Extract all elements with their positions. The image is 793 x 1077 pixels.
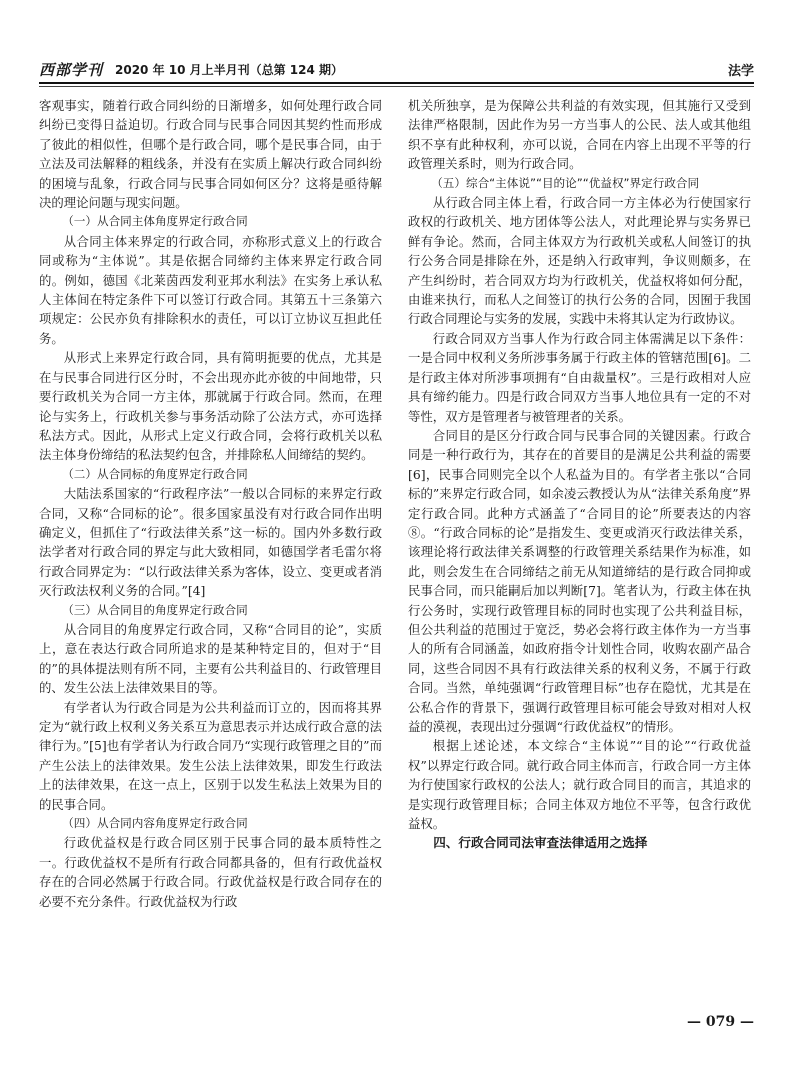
paragraph: 大陆法系国家的“行政程序法”一般以合同标的来界定行政合同，又称“合同标的论”。很多国家虽没有对行政合同作出明确定义，但抓住了“行政法律关系”这一标的。国内外多数行政法学者对行政合同的界定与此大致相同，如德国学者毛雷尔将行政合同界定为：“以行政法律关系为客体，设立、变更或者消灭行政法权利义务的合同。”[4] [39,486,382,599]
paragraph: 行政合同双方当事人作为行政合同主体需满足以下条件：一是合同中权利义务所涉事务属于行政主体的管辖范围[6]。二是行政主体对所涉事项拥有“自由裁量权”。三是行政相对人应具有缔约能力。四是行政合同双方当事人地位具有一定的不对等性，双方是管理者与被管理者的关系。 [408,330,751,424]
journal-issue: 2020 年 10 月上半月刊（总第 124 期） [115,63,344,77]
subsection-heading: （二）从合同标的角度界定行政合同 [62,466,248,481]
paragraph: 客观事实，随着行政合同纠纷的日渐增多，如何处理行政合同纠纷已变得日益迫切。行政合同与民事合同因其契约性而形成了彼此的相似性，但哪个是行政合同，哪个是民事合同，由于立法及司法解释的粗线条，并没有在实质上解决行政合同纠纷的困境与乱象，行政合同与民事合同如何区分？这将是亟待解决的理论问题与现实问题。 [39,98,382,211]
left-column [39,96,382,911]
paragraph: 机关所独享，是为保障公共利益的有效实现，但其施行又受到法律严格限制，因此作为另一方当事人的公民、法人或其他组织不享有此种权利，亦可以说，合同在内容上出现不平等的行政管理关系时，则为行政合同。 [408,98,751,172]
paragraph: 有学者认为行政合同是为公共利益而订立的，因而将其界定为“就行政上权利义务关系互为意思表示并达成行政合意的法律行为。”[5]也有学者认为行政合同乃“实现行政管理之目的”而产生公法上的法律效果。发生公法上法律效果，即发生行政法上的法律效果，在这一点上，区别于以发生私法上效果为目的的民事合同。 [39,699,382,812]
subsection-heading: （四）从合同内容角度界定行政合同 [62,816,248,831]
subsection-heading: （五）综合“主体说”“目的论”“优益权”界定行政合同 [431,175,700,190]
subsection-heading: （三）从合同目的角度界定行政合同 [62,602,248,617]
page-number: — 079 — [687,1014,754,1030]
header-rule [39,82,754,84]
right-column [408,96,751,853]
paragraph: 从形式上来界定行政合同，具有简明扼要的优点，尤其是在与民事合同进行区分时，不会出现亦此亦彼的中间地带，只要行政机关为合同一方主体，那就属于行政合同。然而，在理论与实务上，行政机关参与事务活动除了公法方式，亦可选择私法方式。因此，从形式上定义行政合同，会将行政机关以私法主体身份缔结的私法契约包含，并排除私人间缔结的契约。 [39,350,382,463]
paragraph: 合同目的是区分行政合同与民事合同的关键因素。行政合同是一种行政行为，其存在的首要目的是满足公共利益的需要[6]，民事合同则完全以个人私益为目的。有学者主张以“合同标的”来界定行政合同，如余凌云教授认为从“法律关系角度”界定行政合同。此种方式涵盖了“合同目的论”所要表达的内容⑧。“行政合同标的论”是指发生、变更或消灭行政法律关系，该理论将行政法律关系调整的行政管理关系结果作为标准，如此，则会发生在合同缔结之前无从知道缔结的是行政合同抑或民事合同，而只能嗣后加以判断[7]。笔者认为，行政主体在执行公务时，实现行政管理目标的同时也实现了公共利益目标，但公共利益的范围过于宽泛，势必会将行政主体作为一方当事人的所有合同涵盖，如政府指令计划性合同，收购农副产品合同，这些合同因不具有行政法律关系的权利义务，不属于行政合同。当然，单纯强调“行政管理目标”也存在隐忧，尤其是在公私合作的背景下，强调行政管理目标可能会导致对相对人权益的漠视，表现出过分强调“行政优益权”的情形。 [408,427,751,734]
paragraph: 行政优益权是行政合同区别于民事合同的最本质特性之一。行政优益权不是所有行政合同都具备的，但有行政优益权存在的合同必然属于行政合同。行政优益权是行政合同存在的必要不充分条件。行政优益权为行政 [39,835,382,909]
journal-logo: 西部学刊 [39,61,104,79]
paragraph: 从合同主体来界定的行政合同，亦称形式意义上的行政合同或称为“主体说”。其是依据合同缔约主体来界定行政合同的。例如，德国《北莱茵西发利亚邦水利法》在实务上承认私人主体间在特定条件下可以签订行政合同。其第五十三条第六项规定：公民亦负有排除积水的责任，可以订立协议互担此任务。 [39,233,382,346]
header-rule-thin [39,86,754,87]
section-heading: 四、行政合同司法审查法律适用之选择 [433,835,648,851]
paragraph: 从行政合同主体上看，行政合同一方主体必为行使国家行政权的行政机关、地方团体等公法人，对此理论界与实务界已鲜有争论。然而，合同主体双方为行政机关或私人间签订的执行公务合同是排除在外，还是纳入行政审判，争议则颇多，在产生纠纷时，若合同双方均为行政机关，优益权将如何分配，由谁来执行，而私人之间签订的执行公务的合同，因囿于我国行政合同理论与实务的发展，实践中未将其认定为行政协议。 [408,195,751,327]
section-label: 法学 [727,64,754,79]
paragraph: 根据上述论述，本文综合“主体说”“目的论”“行政优益权”以界定行政合同。就行政合同主体而言，行政合同一方主体为行使国家行政权的公法人；就行政合同目的而言，其追求的是实现行政管理目标；合同主体双方地位不平等，包含行政优益权。 [408,738,751,832]
subsection-heading: （一）从合同主体角度界定行政合同 [62,214,248,229]
paragraph: 从合同目的角度界定行政合同，又称“合同目的论”，实质上，意在表达行政合同所追求的是某种特定目的，但对于“目的”的具体提法则有所不同，主要有公共利益目的、行政管理目的、发生公法上法律效果目的等。 [39,621,382,696]
running-header [39,58,754,80]
